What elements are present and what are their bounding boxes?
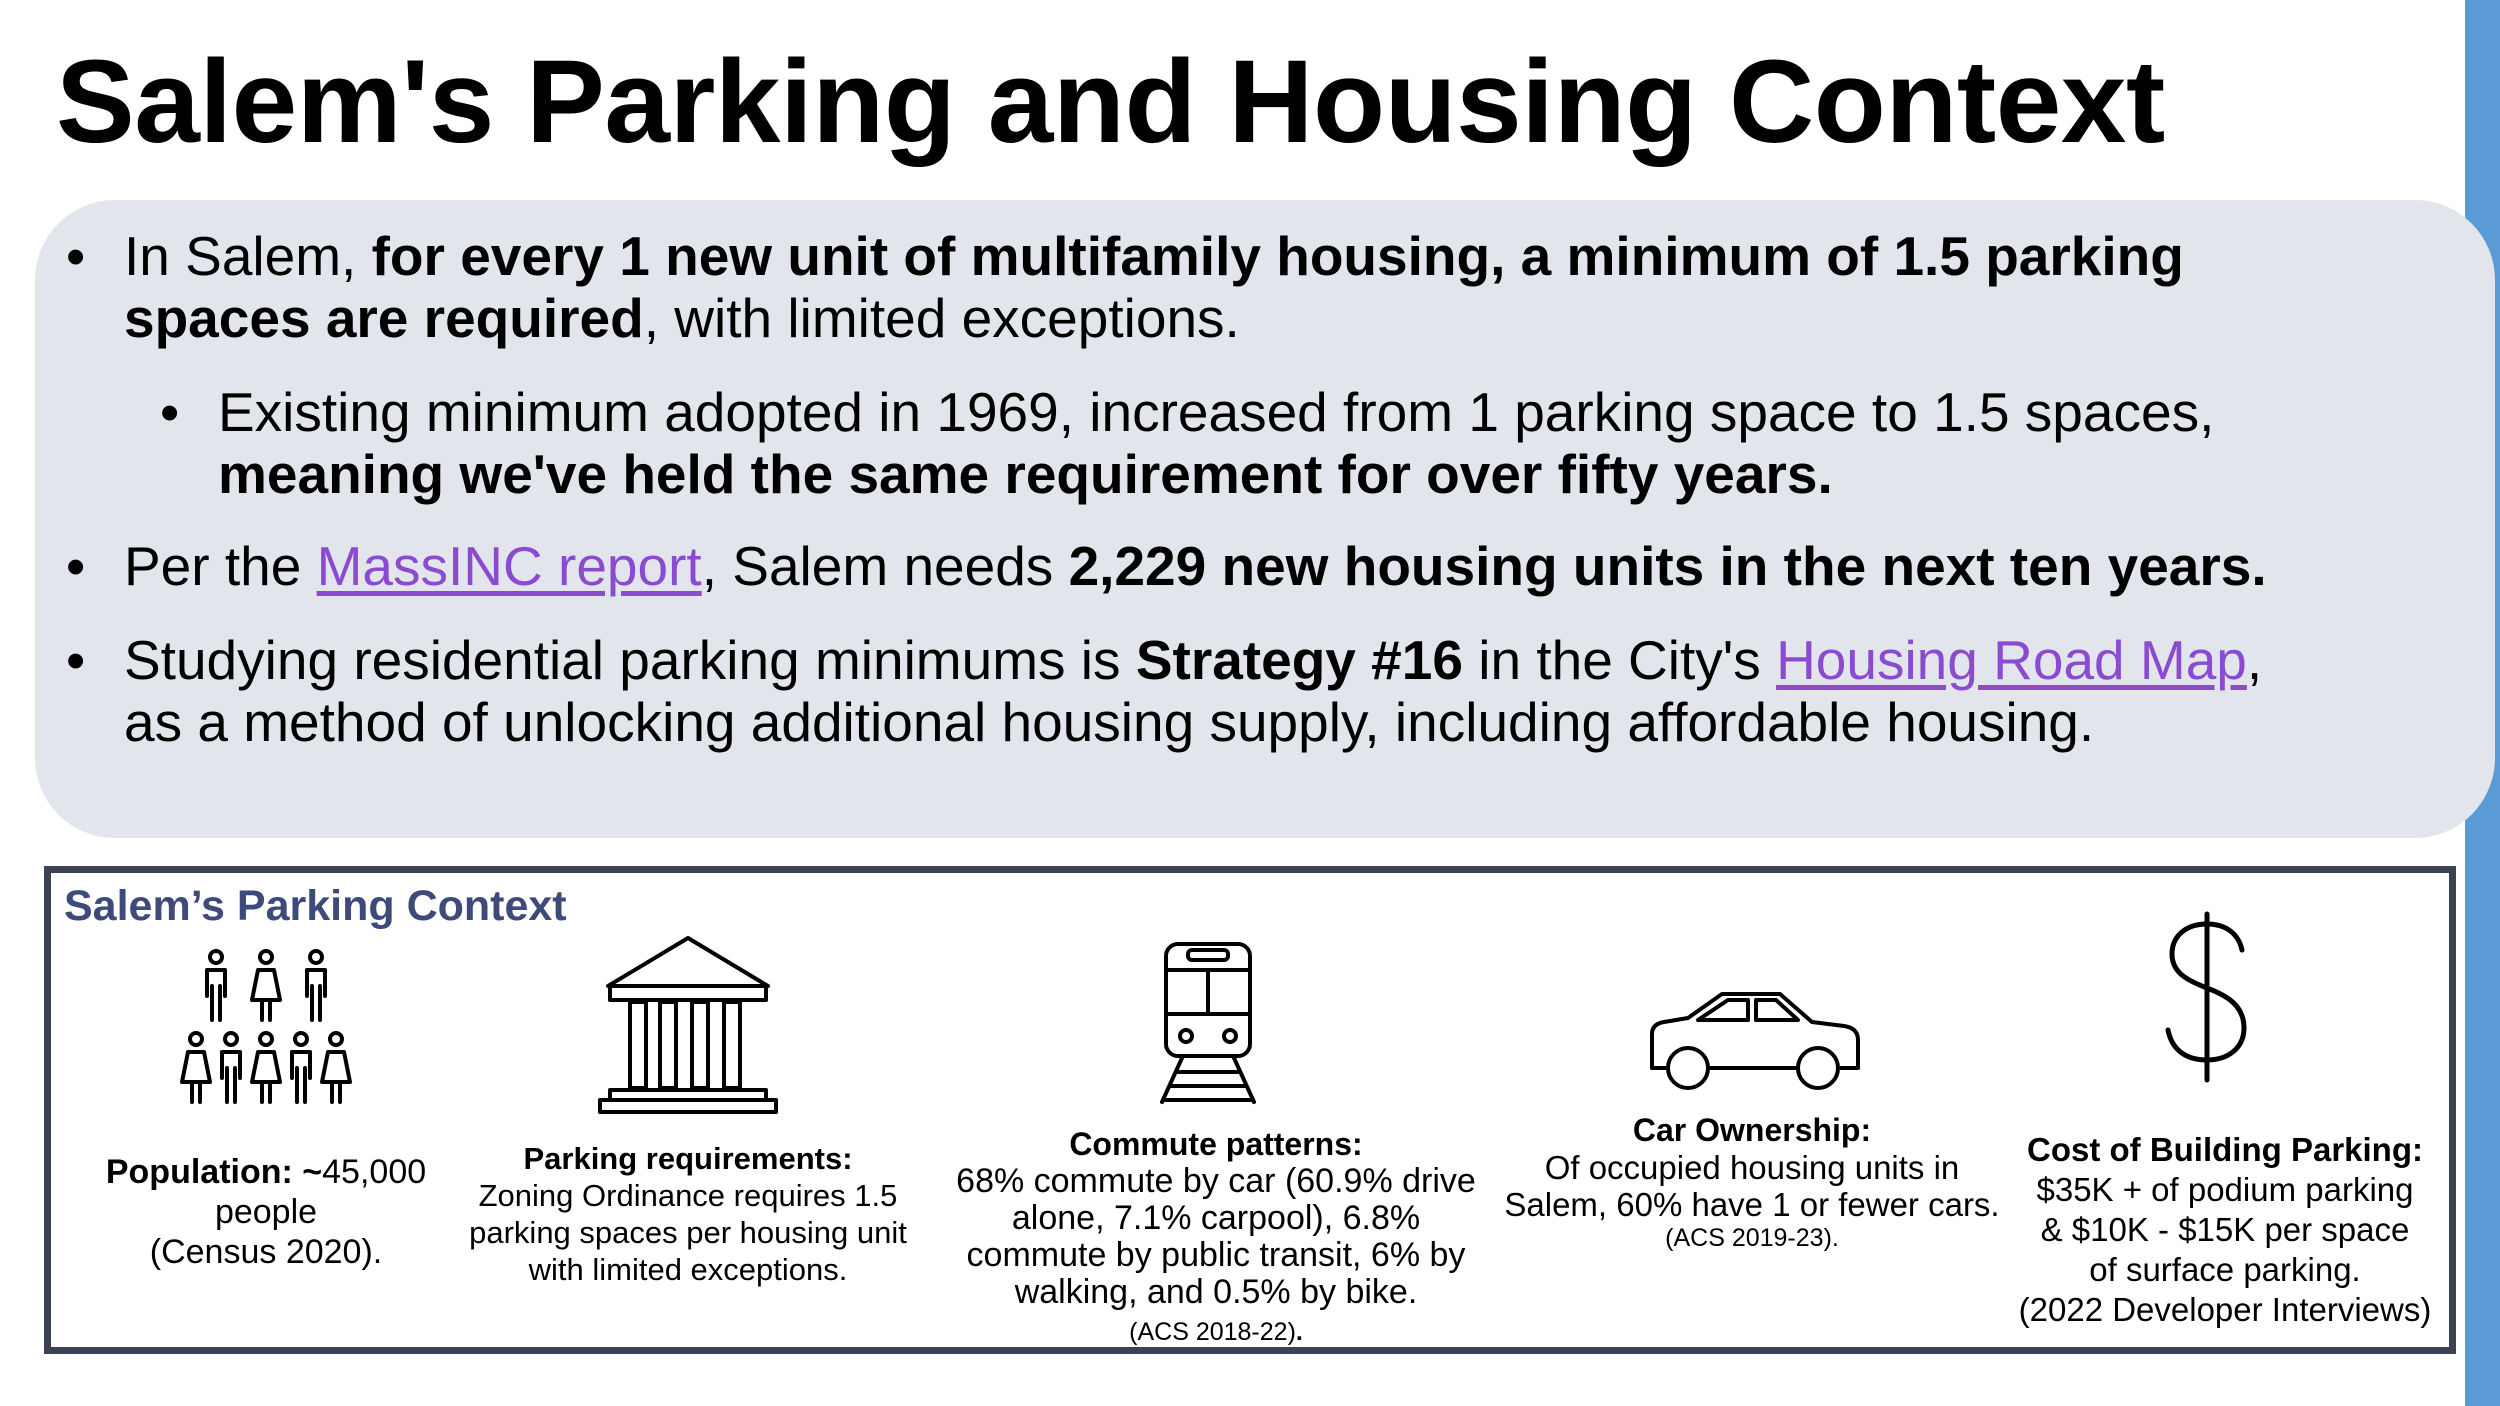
people-icon — [178, 944, 354, 1112]
bullet-dot: • — [66, 535, 86, 597]
stat-text: walking, and 0.5% by bike. — [1014, 1273, 1418, 1311]
stat-parking-cost — [2000, 1130, 2450, 1330]
stat-label: Car Ownership: — [1632, 1112, 1872, 1148]
bullet-massinc — [66, 535, 2267, 597]
bullet-emphasis: spaces are required — [124, 287, 644, 349]
stat-text: 68% commute by car (60.9% drive — [956, 1162, 1476, 1200]
stat-parking-requirements — [440, 1140, 936, 1288]
bullet-text: in the City's — [1462, 629, 1777, 691]
bullet-text: , — [2246, 629, 2263, 691]
bullet-emphasis: 2,229 new housing units in the next ten years. — [1068, 535, 2267, 597]
stat-text: alone, 7.1% carpool), 6.8% — [1011, 1199, 1421, 1237]
stat-population — [88, 1152, 444, 1272]
stat-text: Of occupied housing units in — [1544, 1149, 1960, 1186]
bullet-text: Per the — [124, 535, 317, 597]
stat-text: Salem, 60% have 1 or fewer cars. — [1504, 1186, 2000, 1223]
stat-text: $35K + of podium parking — [2036, 1171, 2414, 1208]
bullet-text: , with limited exceptions. — [643, 287, 1240, 349]
bullet-emphasis: for every 1 new unit of multifamily housing, a minimum of 1.5 parking — [371, 225, 2184, 287]
stat-label: Population: ~45,000 — [105, 1153, 427, 1191]
parking-context-heading: Salem’s Parking Context — [64, 882, 567, 930]
stat-text: commute by public transit, 6% by — [966, 1236, 1466, 1274]
stat-text: people — [214, 1193, 318, 1231]
car-icon — [1648, 988, 1862, 1094]
bullet-dot: • — [66, 629, 86, 691]
massinc-report-link[interactable]: MassINC report — [316, 535, 702, 597]
bullet-text: Existing minimum adopted in 1969, increased from 1 parking space to 1.5 spaces, — [218, 381, 2215, 443]
bullet-text: Studying residential parking minimums is — [124, 629, 1136, 691]
government-building-icon — [598, 934, 778, 1116]
stat-text: & $10K - $15K per space — [2040, 1211, 2410, 1248]
stat-text: with limited exceptions. — [528, 1252, 848, 1287]
train-icon — [1152, 940, 1264, 1106]
bullet-dot: • — [66, 225, 86, 287]
stat-label: Cost of Building Parking: — [2027, 1131, 2423, 1168]
stat-label: Commute patterns: — [1069, 1126, 1363, 1162]
bullet-text: , Salem needs — [701, 535, 1069, 597]
stat-label: Parking requirements: — [523, 1141, 853, 1176]
page-title: Salem's Parking and Housing Context — [56, 36, 2165, 168]
stat-text: Zoning Ordinance requires 1.5 — [478, 1178, 898, 1213]
dollar-sign-icon — [2162, 910, 2252, 1084]
stat-text: of surface parking. — [2089, 1251, 2361, 1288]
stat-commute-patterns — [936, 1126, 1496, 1351]
stat-car-ownership — [1480, 1112, 2024, 1253]
stat-source: (Census 2020). — [149, 1233, 383, 1271]
stat-text: parking spaces per housing unit — [469, 1215, 907, 1250]
stat-source: (ACS 2019-23). — [1665, 1224, 1839, 1252]
bullet-parking-minimum — [66, 225, 2184, 349]
sub-bullet-history — [160, 381, 2215, 505]
bullet-dot: • — [160, 381, 180, 443]
bullet-text: as a method of unlocking additional housing supply, including affordable housing. — [124, 691, 2095, 753]
bullet-emphasis: meaning we've held the same requirement for over fifty years. — [218, 443, 1833, 505]
stat-source: (2022 Developer Interviews) — [2018, 1291, 2432, 1328]
bullet-text: In Salem, — [124, 225, 372, 287]
stat-source: (ACS 2018-22). — [1129, 1318, 1303, 1346]
housing-road-map-link[interactable]: Housing Road Map — [1776, 629, 2247, 691]
bullet-emphasis: Strategy #16 — [1135, 629, 1463, 691]
bullet-strategy — [66, 629, 2263, 753]
